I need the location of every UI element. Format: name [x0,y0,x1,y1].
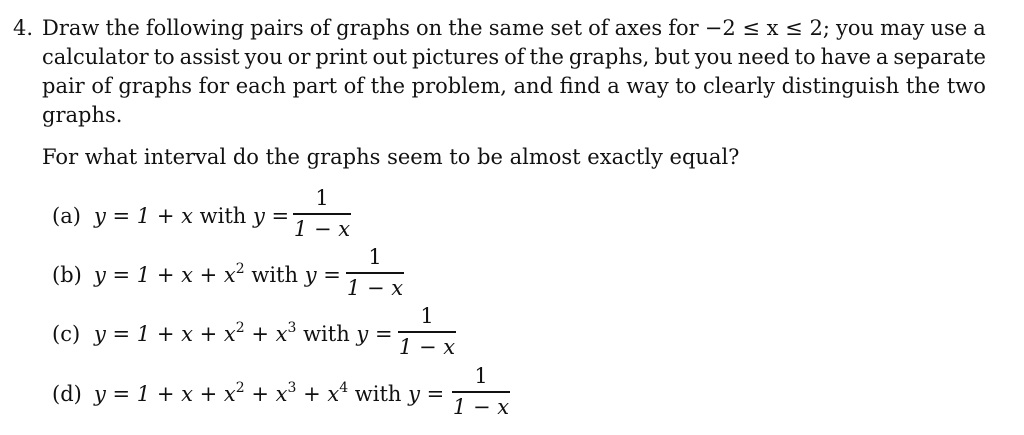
word: assist [179,45,240,69]
word: of [309,16,331,40]
word: problem, [411,74,507,98]
word: use [930,16,968,40]
rhs-y-eq: y = [304,263,341,287]
word: you [244,45,283,69]
word: on [415,16,443,40]
with-word: with [251,263,299,287]
word: pictures [412,45,500,69]
word: the [105,16,140,40]
part-expression: $y = 1 + x + x^2 + x^3$ with y = [94,320,393,346]
with-word: with [303,322,350,346]
word: to [153,45,175,69]
word: calculator [42,45,149,69]
word: separate [893,45,986,69]
word: set [550,16,583,40]
fraction-bar [398,331,456,333]
rhs-y-eq: y = [408,382,445,406]
word: pair [42,74,85,98]
exponent: 3 [287,320,297,336]
word: out [372,45,408,69]
part-expression [94,263,341,287]
word: and [513,74,554,98]
exponent: 2 [235,261,245,277]
problem-line-2 [42,47,986,68]
with-word: with [354,382,402,406]
word: two [946,74,986,98]
problem-number: 4. [13,16,34,40]
fraction [452,364,510,419]
question-text: For what interval do the graphs seem to be almost exactly equal? [42,145,740,169]
word: a [875,45,889,69]
problem-line-1 [42,18,986,39]
series-lhs: y = 1 + x [94,204,193,228]
fraction-denominator: 1 − x [452,394,510,419]
exponent: 2 [235,320,245,336]
word: graphs [336,16,410,40]
word: the [448,16,483,40]
word: graphs [118,74,193,98]
problem-line-3 [42,76,986,97]
word: following [145,16,245,40]
fraction-numerator: 1 [368,245,382,269]
word: the [370,74,406,98]
part-expression: $y = 1 + x + x^2 + x^3 + x^4$ with y = [94,380,445,406]
word: for [198,74,230,98]
rhs-y-eq: y = [253,204,290,228]
exponent: 2 [235,380,245,396]
word: find [559,74,601,98]
word: axes [614,16,663,40]
word: a [973,16,986,40]
fraction [398,304,456,359]
rhs-y-eq: y = [356,322,393,346]
series-lhs: y = 1 + x + x [94,263,236,287]
word: or [287,45,311,69]
fraction [346,245,404,300]
fraction-numerator: 1 [315,186,329,210]
with-word: with [199,204,247,228]
word: to [794,45,816,69]
fraction-bar [452,391,510,393]
fraction-denominator: 1 − x [398,334,456,359]
fraction-denominator: 1 − x [346,275,404,300]
word: −2 ≤ x ≤ 2; [704,16,830,40]
word: same [488,16,545,40]
series-lhs: y = 1 + x + x [94,322,236,346]
word: of [504,45,525,69]
part-label: (d) [52,382,82,406]
word: need [737,45,790,69]
fraction-bar [293,213,351,215]
word: Draw [42,16,100,40]
fraction-numerator: 1 [420,304,434,328]
word: to [675,74,697,98]
exponent: 3 [287,380,297,396]
word: pairs [250,16,304,40]
word: a [607,74,620,98]
part-label: (b) [52,263,82,287]
word: you [694,45,733,69]
word: but [654,45,690,69]
part-label: (a) [52,204,81,228]
word: each [235,74,286,98]
fraction-bar [346,272,404,274]
problem-line-4: graphs. [42,103,123,127]
word: print [315,45,368,69]
word: of [91,74,112,98]
word: have [820,45,871,69]
fraction [293,186,351,241]
word: distinguish [781,74,900,98]
part-label: (c) [52,322,81,346]
word: clearly [702,74,776,98]
word: way [626,74,669,98]
word: you [835,16,875,40]
word: the [905,74,941,98]
word: for [668,16,699,40]
fraction-numerator: 1 [474,364,488,388]
word: part [292,74,338,98]
exponent: 4 [339,380,349,396]
word: may [880,16,925,40]
word: the [529,45,564,69]
word: of [588,16,609,40]
series-lhs: y = 1 + x + x [94,382,236,406]
word: graphs, [568,45,650,69]
part-expression [94,204,289,228]
fraction-denominator: 1 − x [293,216,351,241]
word: of [343,74,365,98]
